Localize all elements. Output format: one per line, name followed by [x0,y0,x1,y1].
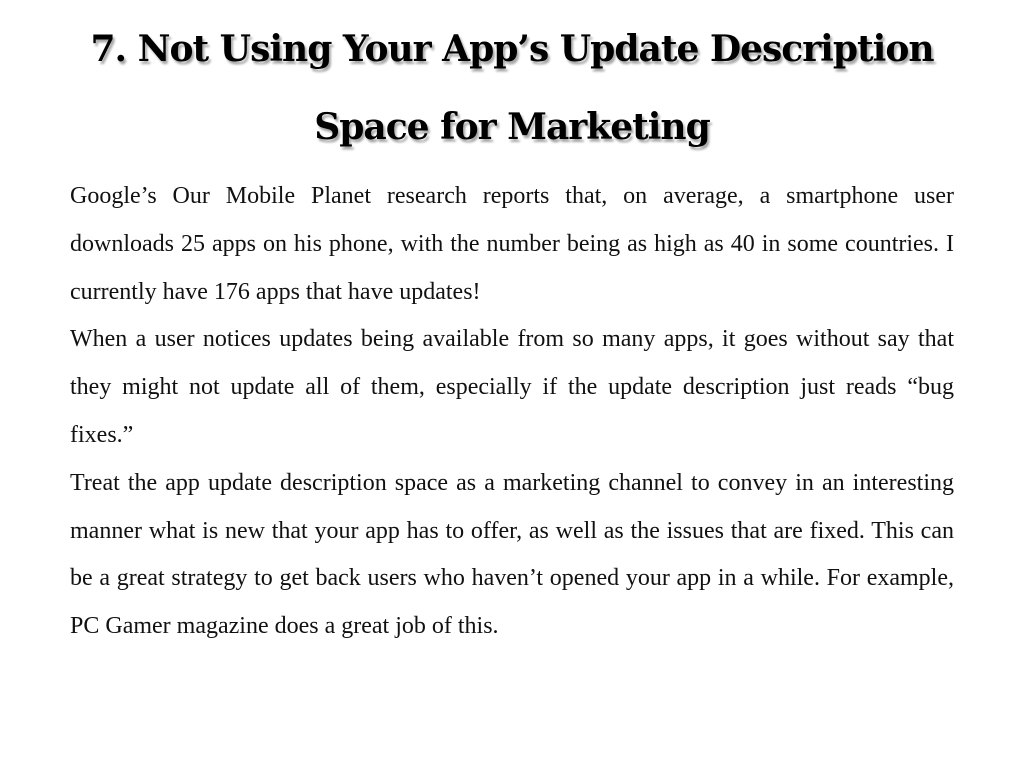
paragraph-update-notice: When a user notices updates being available from so many apps, it goes without say that they might not update all of them, especially if the update description just reads “bug fixes.” [70,326,954,448]
slide-title: 7. Not Using Your App’s Update Description Space for Marketing [90,28,934,148]
paragraph-marketing-channel: Treat the app update description space as a marketing channel to convey in an interesting manner what is new that your app has to offer, as well as the issues that are fixed. This can be a great strategy to get back users who haven’t opened your app in a while. For example, PC Gamer magazine does a great job of this. [70,469,954,640]
paragraph-research: Google’s Our Mobile Planet research reports that, on average, a smartphone user downloads 25 apps on his phone, with the number being as high as 40 in some countries. I currently have 176 apps that have updates! [70,183,954,305]
slide-body [70,173,954,651]
